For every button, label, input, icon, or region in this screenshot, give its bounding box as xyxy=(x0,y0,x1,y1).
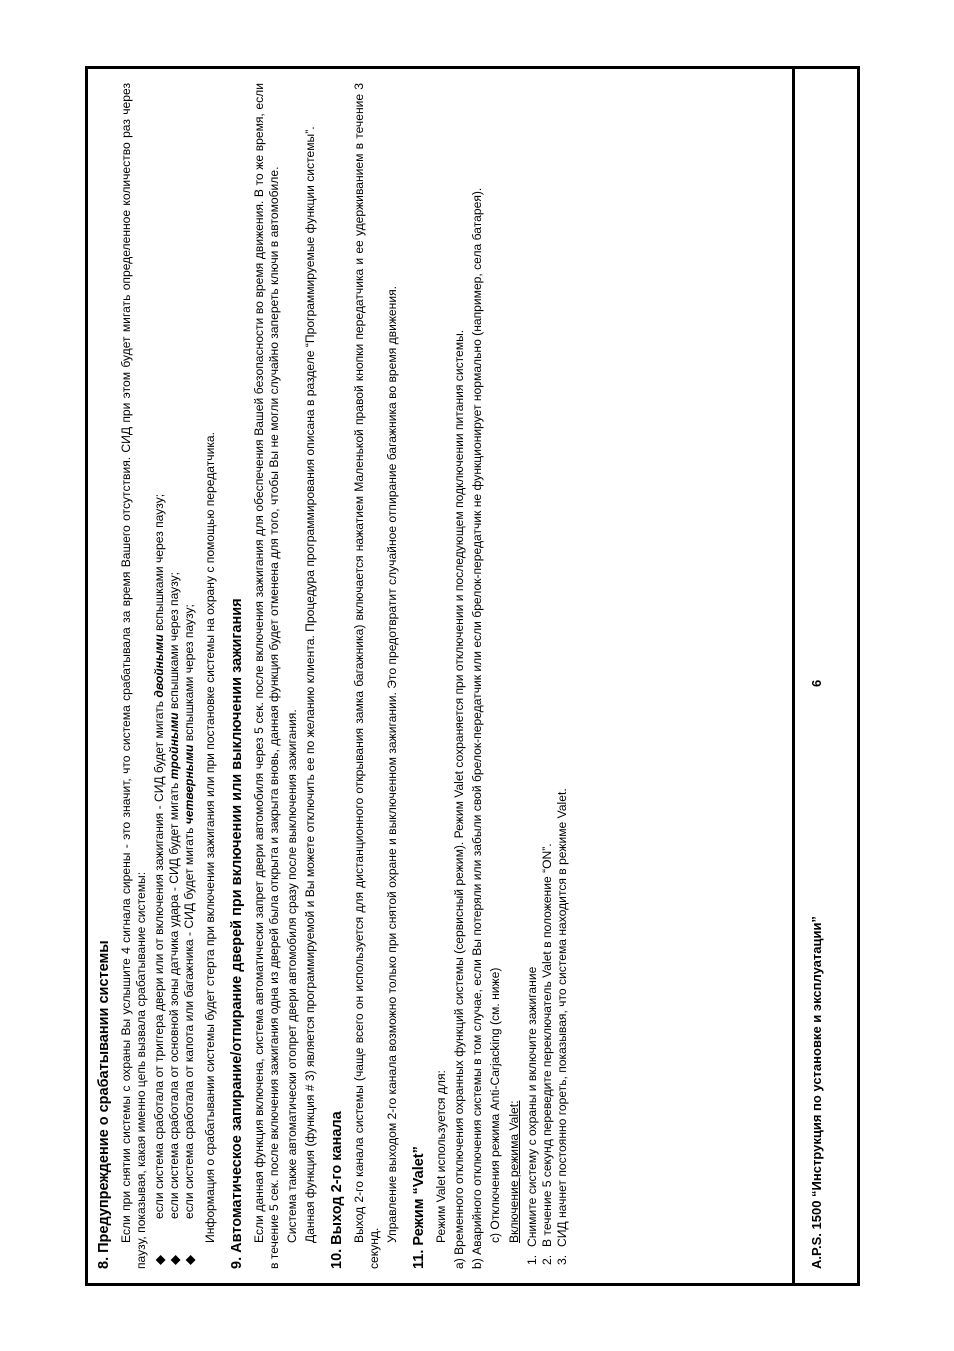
page-content xyxy=(88,69,795,1283)
section-10-paragraph-2: Управление выходом 2-го канала возможно только при снятой охране и выключенном зажигании. Это предотвратит случайное отпирание багажника во время движения. xyxy=(384,286,399,1243)
step-number: 3. xyxy=(554,1254,569,1265)
valet-steps-list xyxy=(525,83,570,1269)
section-9-heading: 9. Автоматическое запирание/отпирание дверей при включении или выключении зажигания xyxy=(228,598,245,1269)
section-9-paragraph-2: Система также автоматически отопрет двери автомобиля сразу после выключения зажигания. xyxy=(284,709,299,1243)
section-9-paragraph-3: Данная функция (функция # 3) является программируемой и Вы можете отключить ее по желанию клиента. Процедура программирования описана в разделе “Программируемые функции системы”. xyxy=(302,126,317,1243)
spacer xyxy=(221,83,229,1269)
section-11-subheading: Включение режима Valet: xyxy=(506,1100,521,1243)
section-10-heading: 10. Выход 2-го канала xyxy=(328,1111,345,1269)
step-number: 1. xyxy=(524,1254,539,1265)
step-text: СИД начнет постоянно гореть, показывая, что система находится в режиме Valet. xyxy=(554,788,569,1247)
section-11-item-c: c) Отключения режима Anti-Carjacking (см. ниже) xyxy=(487,967,502,1243)
bullet-item xyxy=(182,83,197,1269)
bullet-text-end: вспышками через паузу; xyxy=(151,493,166,635)
section-11-item-a: a) Временного отключения охранных функций системы (сервисный режим). Режим Valet сохраняется при отключении и последующем подключении питания системы. xyxy=(451,329,466,1269)
footer-title: A.P.S. 1500 “Инструкция по установке и эксплуатации” xyxy=(809,916,824,1269)
section-10-paragraph-1: Выход 2-го канала системы (чаще всего он используется для дистанционного открывания замка багажника) включается нажатием Маленькой правой кнопки передатчика и ее удерживанием в течение 3 секунд. xyxy=(351,83,381,1269)
step-item xyxy=(555,83,570,1269)
spacer xyxy=(321,83,329,1269)
spacer xyxy=(403,83,411,1269)
step-item xyxy=(540,83,555,1269)
section-9-paragraph-1: Если данная функция включена, система автоматически запрет двери автомобиля через 5 сек. после включения зажигания для обеспечения Вашей безопасности во время движения. В то же время, если в течение 5 сек. после включения зажигания одна из дверей была открыта и закрыта вновь, данная функция будет отменена для того, чтобы Вы не могли случайно запереть ключи в автомобиле. xyxy=(251,83,281,1269)
section-8-heading: 8. Предупреждение о срабатывании системы xyxy=(96,940,112,1269)
bullet-text: если система сработала от триггера двери или от включения зажигания - СИД будет мигать xyxy=(151,697,166,1219)
page-number: 6 xyxy=(809,679,824,687)
step-text: В течение 5 секунд переведите переключатель Valet в положение “ON”. xyxy=(539,843,554,1247)
section-11-intro: Режим Valet используется для: xyxy=(433,1070,448,1243)
diamond-bullet-icon: ◆ xyxy=(166,1255,182,1265)
section-8 xyxy=(96,83,218,1269)
step-number: 2. xyxy=(539,1254,554,1265)
diamond-bullet-icon: ◆ xyxy=(181,1255,197,1265)
section-11-item-b: b) Аварийного отключения системы в том случае, если Вы потеряли или забыли свой брелок-передатчик или если брелок-передатчик не функционирует нормально (например, села батарея). xyxy=(469,187,484,1269)
document-page xyxy=(85,66,860,1286)
bullet-emphasis: четверными xyxy=(181,744,196,825)
bullet-emphasis: двойными xyxy=(151,634,166,698)
section-9 xyxy=(229,83,318,1269)
bullet-item xyxy=(152,83,167,1269)
bullet-text: если система сработала от основной зоны датчика удара - СИД будет мигать xyxy=(166,779,181,1219)
section-11-heading: 11. Режим “Valet” xyxy=(410,1146,427,1269)
bullet-item xyxy=(167,83,182,1269)
bullet-text-end: вспышками через паузу; xyxy=(181,604,196,745)
diamond-bullet-icon: ◆ xyxy=(151,1255,167,1265)
bullet-text: если система сработала от капота или багажника - СИД будет мигать xyxy=(181,824,196,1219)
section-11 xyxy=(411,83,570,1269)
step-text: Снимите систему с охраны и включите зажигание xyxy=(524,966,539,1247)
bullet-emphasis: тройными xyxy=(166,712,181,780)
bullet-text-end: вспышками через паузу; xyxy=(166,571,181,713)
section-8-paragraph-2: Информация о срабатывании системы будет стерта при включении зажигания или при постановке системы на охрану с помощью передатчика. xyxy=(202,432,217,1243)
step-item xyxy=(525,83,540,1269)
section-10 xyxy=(329,83,400,1269)
page-footer xyxy=(795,69,857,1283)
section-8-bullet-list xyxy=(152,83,197,1269)
section-8-paragraph-1: Если при снятии системы с охраны Вы услышите 4 сигнала сирены - это значит, что система срабатывала за время Вашего отсутствия. СИД при этом будет мигать определенное количество раз через паузу, показывая, какая именно цепь вызвала срабатывание системы: xyxy=(118,83,148,1269)
